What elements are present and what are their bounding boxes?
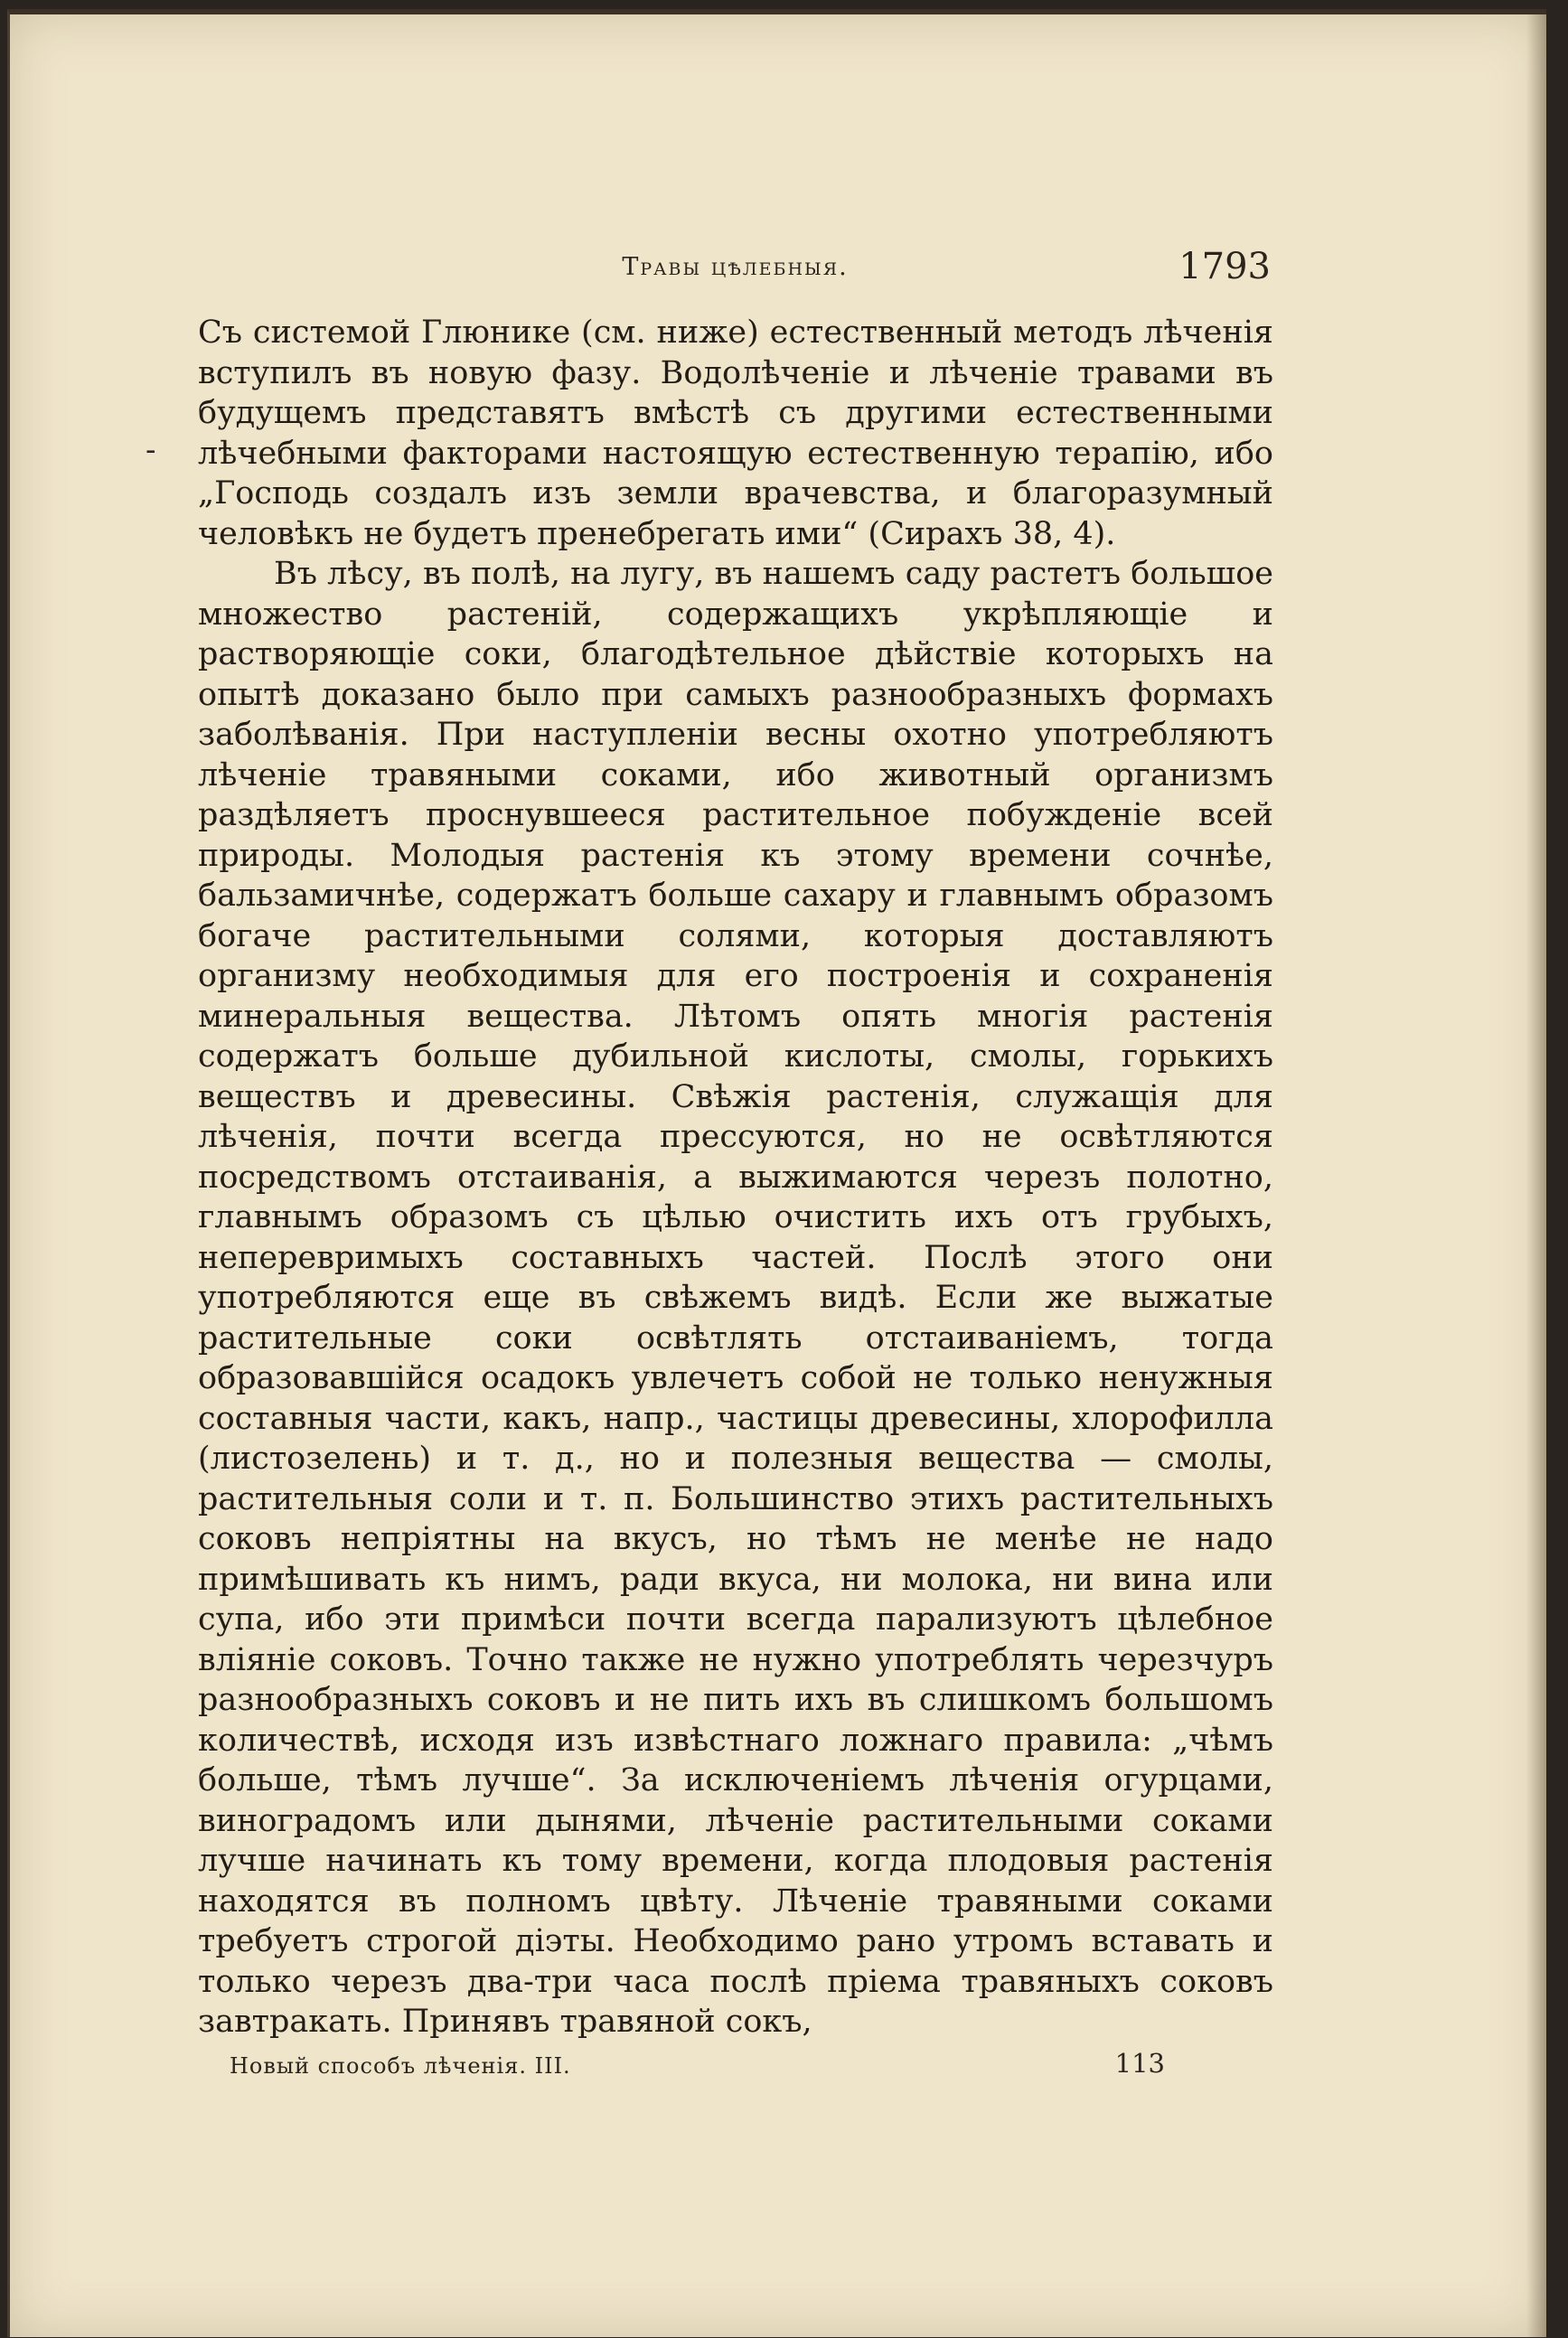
book-page [7,9,1546,2337]
paragraph-2: Въ лѣсу, въ полѣ, на лугу, въ нашемъ саду растетъ большое множество растеній, содержащихъ укрѣпляющіе и растворяющіе соки, благодѣтельное дѣйствіе которыхъ на опытѣ доказано было при самыхъ разнообразныхъ формахъ заболѣванія. При наступленіи весны охотно употребляютъ лѣченіе травяными соками, ибо животный организмъ раздѣляетъ проснувшееся растительное побужденіе всей природы. Молодыя растенія къ этому времени сочнѣе, бальзамичнѣе, содержатъ больше сахару и главнымъ образомъ богаче растительными солями, которыя доставляютъ организму необходимыя для его построенія и сохраненія минеральныя вещества. Лѣтомъ опять многія растенія содержатъ больше дубильной кислоты, смолы, горькихъ веществъ и древесины. Свѣжія растенія, служащія для лѣченія, почти всегда прессуются, но не освѣтляются посредствомъ отстаиванія, а выжимаются черезъ полотно, главнымъ образомъ съ цѣлью очистить ихъ отъ грубыхъ, неперевримыхъ составныхъ частей. Послѣ этого они употребляются еще въ свѣжемъ видѣ. Если же выжатые растительные соки освѣтлять отстаиваніемъ, тогда образовавшійся осадокъ увлечетъ собой не только ненужныя составныя части, какъ, напр., частицы древесины, хлорофилла (листозелень) и т. д., но и полезныя вещества — смолы, растительныя соли и т. п. Большинство этихъ растительныхъ соковъ непріятны на вкусъ, но тѣмъ не менѣе не надо примѣшивать къ нимъ, ради вкуса, ни молока, ни вина или супа, ибо эти примѣси почти всегда парализуютъ цѣлебное вліяніе соковъ. Точно также не нужно употреблять черезчуръ разнообразныхъ соковъ и не пить ихъ въ слишкомъ большомъ количествѣ, исходя изъ извѣстнаго ложнаго правила: „чѣмъ больше, тѣмъ лучше“. За исключеніемъ лѣченія огурцами, виноградомъ или дынями, лѣченіе растительными соками лучше начинать къ тому времени, когда плодовыя растенія находятся въ полномъ цвѣту. Лѣченіе травяными соками требуетъ строгой діэты. Необходимо рано утромъ вставать и только черезъ два-три часа послѣ пріема травяныхъ соковъ завтракать. Принявъ травяной сокъ, [198,556,1273,2040]
page-number: 1793 [1178,246,1271,287]
signature-number: 113 [1114,2048,1165,2079]
margin-mark: - [146,432,156,468]
signature-title: Новый способъ лѣченія. III. [230,2053,571,2079]
paragraph-1: Съ системой Глюнике (см. ниже) естественный методъ лѣченія вступилъ въ новую фазу. Водолѣченіе и лѣченіе травами въ будущемъ представятъ вмѣстѣ съ другими естественными лѣчебными факторами настоящую естественную терапію, ибо „Господь создалъ изъ земли врачевства, и благоразумный человѣкъ не будетъ пренебрегать ими“ (Сирахъ 38, 4). [198,315,1273,552]
running-title: Травы цѣлебныя. [622,253,849,281]
page-footer [230,2048,1165,2084]
page-header [200,246,1271,291]
body-text [198,313,1273,2042]
page-edge-shadow [1526,14,1546,2337]
